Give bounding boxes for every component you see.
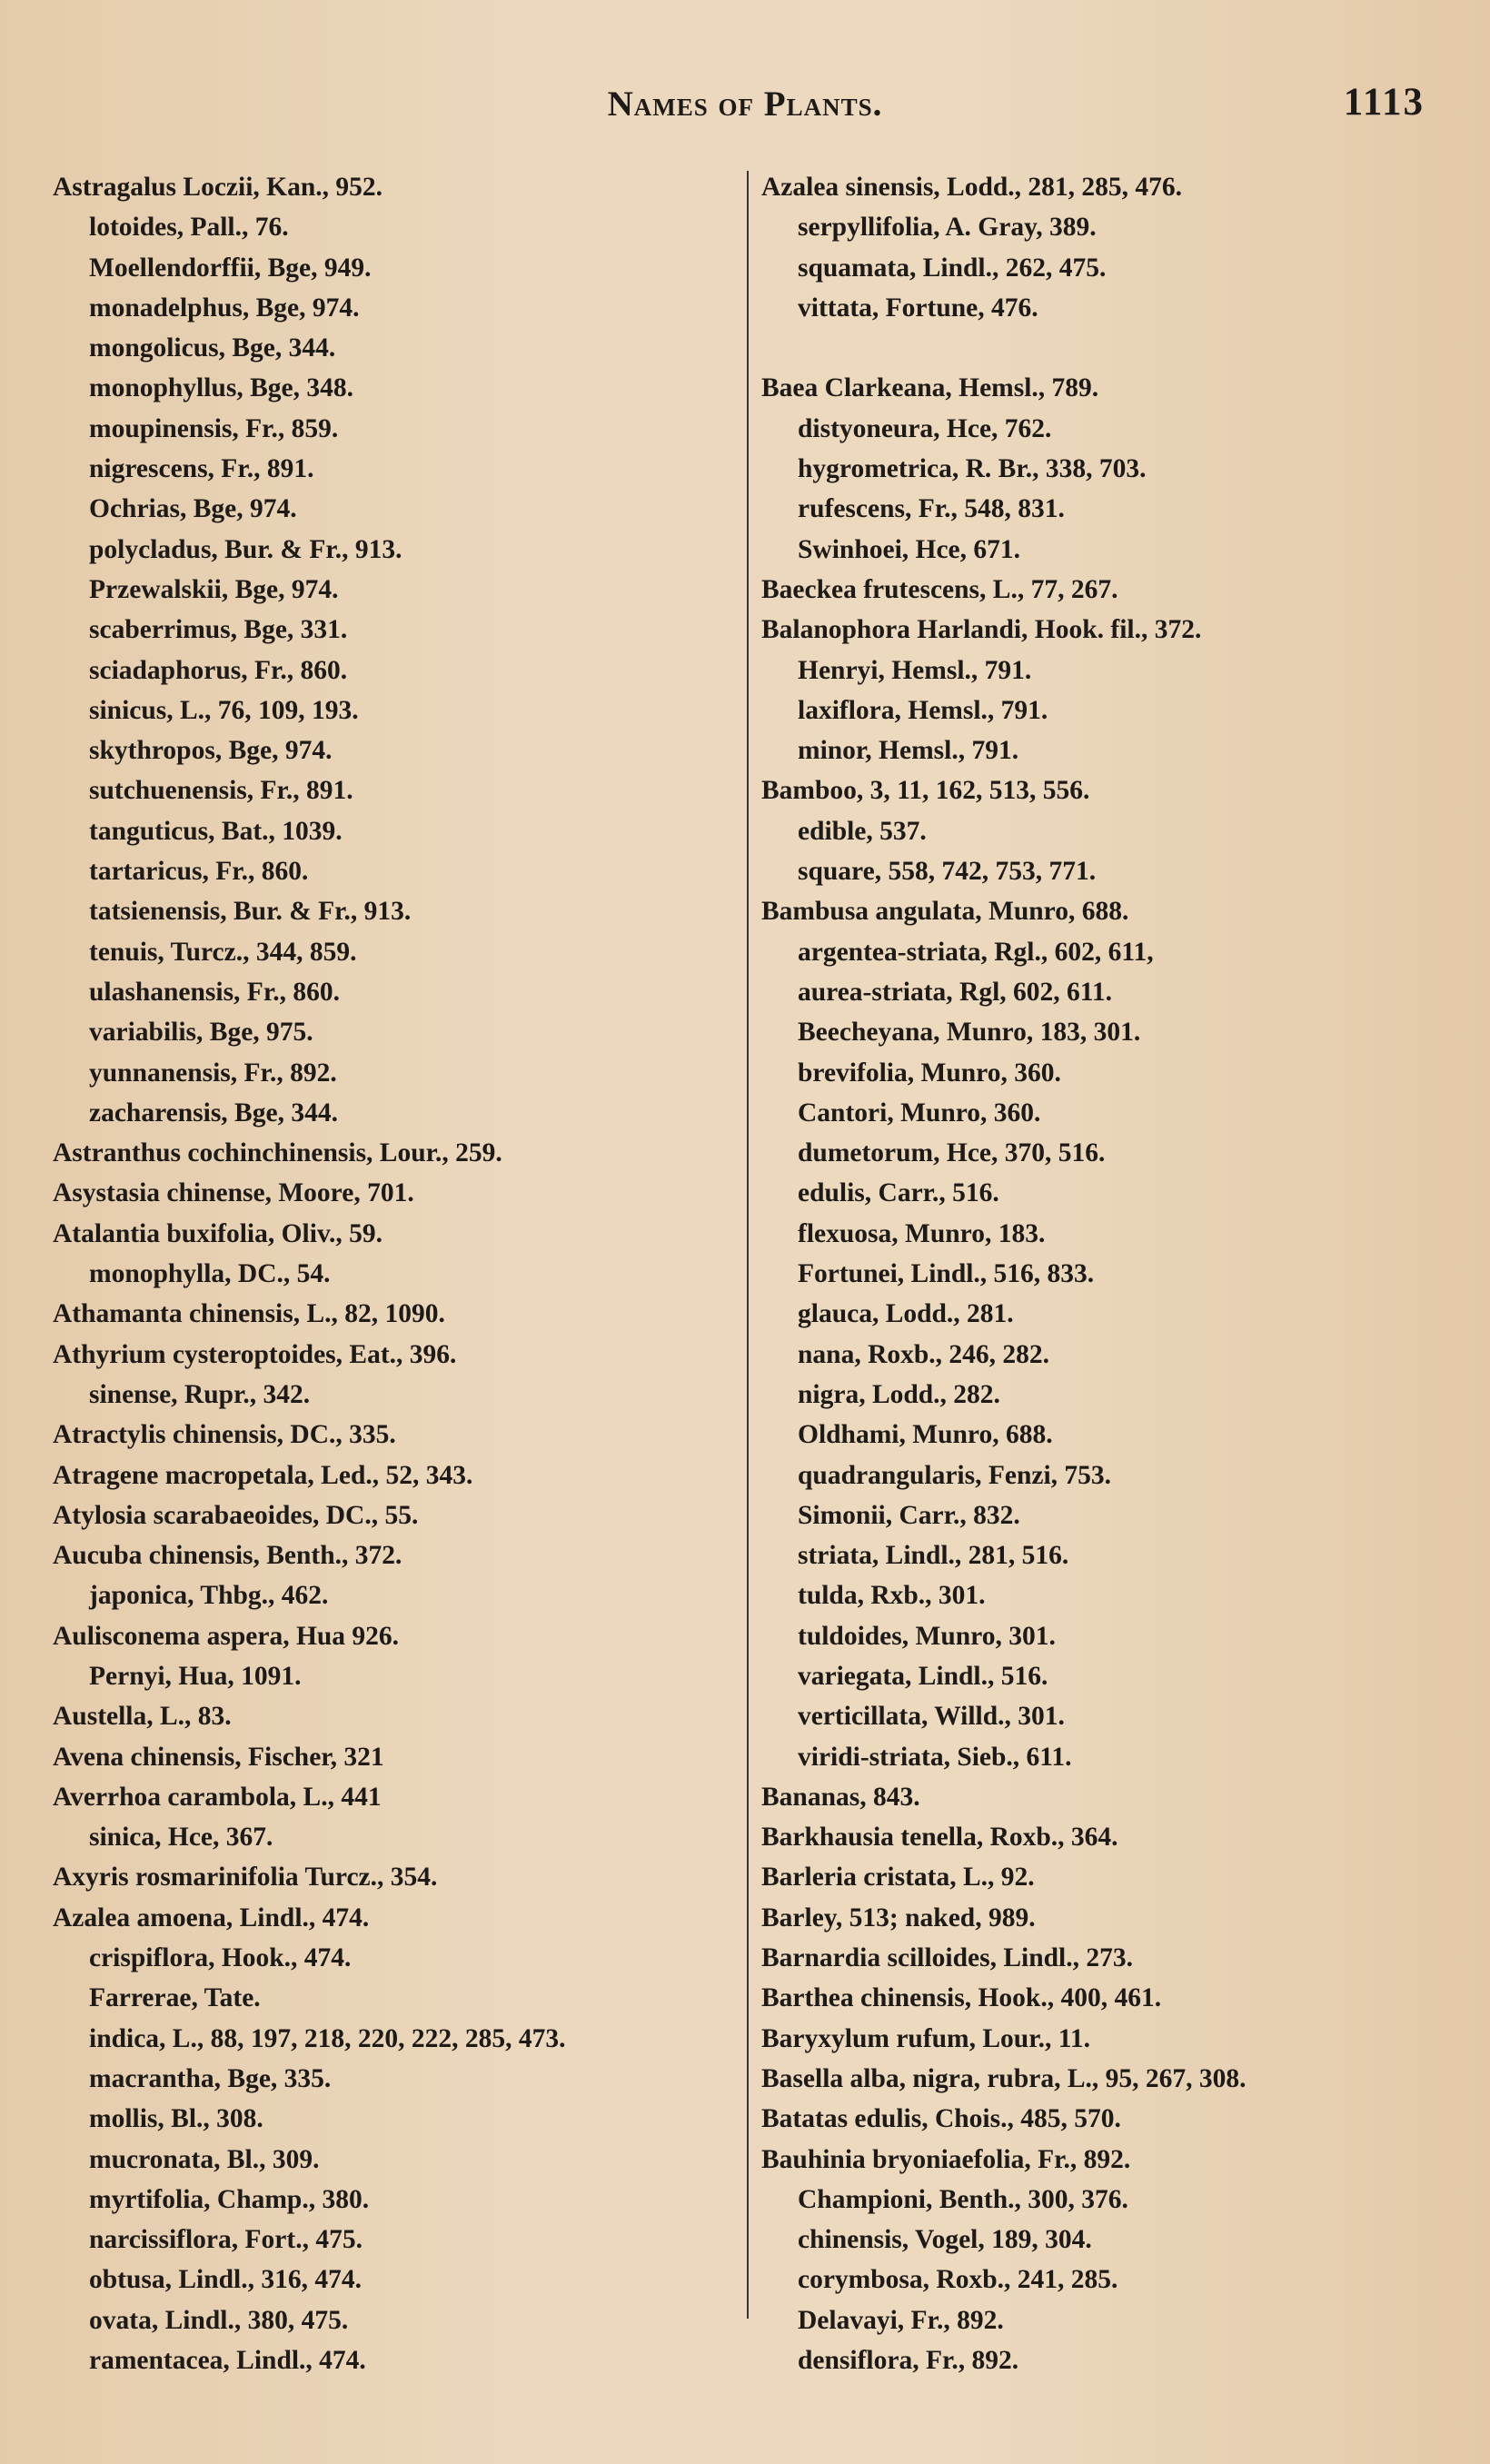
index-subentry: serpyllifolia, A. Gray, 389. [798,213,1097,243]
index-entry: Barley, 513; naked, 989. [761,1903,1036,1932]
index-subentry: monadelphus, Bge, 974. [89,293,360,323]
index-subentry: sinica, Hce, 367. [89,1823,273,1853]
index-subentry: Championi, Benth., 300, 376. [798,2184,1128,2214]
index-subentry: ulashanensis, Fr., 860. [89,977,340,1007]
index-subentry: squamata, Lindl., 262, 475. [798,253,1107,283]
index-entry: Avena chinensis, Fischer, 321 [53,1742,384,1772]
index-subentry: tulda, Rxb., 301. [798,1581,986,1611]
index-subentry: Henryi, Hemsl., 791. [798,655,1032,685]
index-entry: Barnardia scilloides, Lindl., 273. [761,1943,1133,1973]
index-subentry: monophylla, DC., 54. [89,1259,331,1289]
index-entry: Barleria cristata, L., 92. [761,1863,1035,1893]
index-entry: Baryxylum rufum, Lour., 11. [761,2023,1090,2053]
index-subentry: mucronata, Bl., 309. [89,2144,320,2174]
page-number: 1113 [1343,81,1425,124]
index-subentry: quadrangularis, Fenzi, 753. [798,1460,1112,1490]
index-subentry: square, 558, 742, 753, 771. [798,857,1097,887]
column-divider [747,171,749,2319]
index-entry: Astragalus Loczii, Kan., 952. [53,173,383,202]
index-entry: Atalantia buxifolia, Oliv., 59. [53,1218,383,1248]
index-entry: Atractylis chinensis, DC., 335. [53,1420,396,1450]
index-subentry: distyoneura, Hce, 762. [798,413,1052,443]
index-subentry: macrantha, Bge, 335. [89,2063,332,2093]
index-entry: Basella alba, nigra, rubra, L., 95, 267, 308. [761,2063,1247,2093]
index-subentry: tatsienensis, Bur. & Fr., 913. [89,897,412,927]
index-subentry: Ochrias, Bge, 974. [89,494,297,524]
index-subentry: dumetorum, Hce, 370, 516. [798,1138,1106,1168]
index-subentry: sciadaphorus, Fr., 860. [89,655,348,685]
index-subentry: tanguticus, Bat., 1039. [89,816,343,846]
index-subentry: nana, Roxb., 246, 282. [798,1339,1050,1369]
index-column-right [761,167,1452,2380]
index-subentry: Przewalskii, Bge, 974. [89,574,339,604]
index-entry: Bauhinia bryoniaefolia, Fr., 892. [761,2144,1131,2174]
index-subentry: viridi-striata, Sieb., 611. [798,1742,1072,1772]
index-subentry: edulis, Carr., 516. [798,1178,999,1208]
index-subentry: skythropos, Bge, 974. [89,736,333,766]
index-entry: Axyris rosmarinifolia Turcz., 354. [53,1863,438,1893]
index-subentry: nigra, Lodd., 282. [798,1379,1000,1409]
index-subentry: Pernyi, Hua, 1091. [89,1661,302,1691]
index-subentry: Cantori, Munro, 360. [798,1098,1041,1128]
index-subentry: argentea-striata, Rgl., 602, 611, [798,937,1154,967]
page-title: Names of Plants. [607,84,883,124]
index-entry: Astranthus cochinchinensis, Lour., 259. [53,1138,502,1168]
index-entry: Aulisconema aspera, Hua 926. [53,1621,400,1651]
index-entry: Averrhoa carambola, L., 441 [53,1782,382,1812]
index-subentry: Delavayi, Fr., 892. [798,2305,1004,2335]
index-subentry: hygrometrica, R. Br., 338, 703. [798,454,1147,484]
index-subentry: brevifolia, Munro, 360. [798,1058,1061,1088]
index-column-left [53,167,743,2380]
index-subentry: edible, 537. [798,816,927,846]
index-entry: Balanophora Harlandi, Hook. fil., 372. [761,615,1202,645]
index-entry: Austella, L., 83. [53,1702,232,1732]
index-subentry: sutchuenensis, Fr., 891. [89,776,353,806]
index-subentry: laxiflora, Hemsl., 791. [798,695,1048,725]
index-entry: Atylosia scarabaeoides, DC., 55. [53,1500,419,1530]
index-subentry: tartaricus, Fr., 860. [89,857,309,887]
index-subentry: sinicus, L., 76, 109, 193. [89,695,359,725]
index-subentry: moupinensis, Fr., 859. [89,413,339,443]
index-subentry: aurea-striata, Rgl, 602, 611. [798,977,1113,1007]
index-subentry: Simonii, Carr., 832. [798,1500,1020,1530]
index-subentry: narcissiflora, Fort., 475. [89,2225,363,2255]
index-entry: Bananas, 843. [761,1782,920,1812]
index-subentry: corymbosa, Roxb., 241, 285. [798,2265,1118,2295]
index-subentry: glauca, Lodd., 281. [798,1299,1014,1329]
index-subentry: verticillata, Willd., 301. [798,1702,1065,1732]
index-subentry: Fortunei, Lindl., 516, 833. [798,1259,1095,1289]
index-subentry: sinense, Rupr., 342. [89,1379,311,1409]
index-subentry: Oldhami, Munro, 688. [798,1420,1053,1450]
index-entry: Azalea sinensis, Lodd., 281, 285, 476. [761,173,1183,202]
index-entry: Bambusa angulata, Munro, 688. [761,897,1129,927]
index-entry: Azalea amoena, Lindl., 474. [53,1903,370,1932]
index-subentry: obtusa, Lindl., 316, 474. [89,2265,362,2295]
index-subentry: ovata, Lindl., 380, 475. [89,2305,349,2335]
index-subentry: japonica, Thbg., 462. [89,1581,329,1611]
index-entry: Asystasia chinense, Moore, 701. [53,1178,414,1208]
index-subentry: Beecheyana, Munro, 183, 301. [798,1018,1141,1048]
index-subentry: crispiflora, Hook., 474. [89,1943,352,1973]
index-subentry: Moellendorffii, Bge, 949. [89,253,372,283]
index-subentry: tenuis, Turcz., 344, 859. [89,937,357,967]
entry-spacer [761,328,1452,368]
index-subentry: tuldoides, Munro, 301. [798,1621,1056,1651]
index-entry: Bamboo, 3, 11, 162, 513, 556. [761,776,1090,806]
index-subentry: variabilis, Bge, 975. [89,1018,313,1048]
index-subentry: yunnanensis, Fr., 892. [89,1058,337,1088]
index-subentry: ramentacea, Lindl., 474. [89,2346,366,2376]
index-subentry: variegata, Lindl., 516. [798,1661,1048,1691]
index-entry: Batatas edulis, Chois., 485, 570. [761,2104,1121,2134]
index-subentry: mollis, Bl., 308. [89,2104,263,2134]
index-subentry: vittata, Fortune, 476. [798,293,1038,323]
index-subentry: striata, Lindl., 281, 516. [798,1541,1069,1571]
index-entry: Atragene macropetala, Led., 52, 343. [53,1460,473,1490]
index-subentry: lotoides, Pall., 76. [89,213,289,243]
index-subentry: Swinhoei, Hce, 671. [798,534,1021,564]
index-subentry: Farrerae, Tate. [89,1983,261,2013]
index-subentry: chinensis, Vogel, 189, 304. [798,2225,1092,2255]
index-subentry: zacharensis, Bge, 344. [89,1098,338,1128]
index-entry: Baea Clarkeana, Hemsl., 789. [761,373,1099,403]
index-subentry: flexuosa, Munro, 183. [798,1218,1046,1248]
index-entry: Baeckea frutescens, L., 77, 267. [761,574,1118,604]
index-subentry: polycladus, Bur. & Fr., 913. [89,534,402,564]
index-entry: Barkhausia tenella, Roxb., 364. [761,1823,1118,1853]
index-subentry: myrtifolia, Champ., 380. [89,2184,370,2214]
index-subentry: rufescens, Fr., 548, 831. [798,494,1065,524]
index-entry: Aucuba chinensis, Benth., 372. [53,1541,402,1571]
index-subentry: minor, Hemsl., 791. [798,736,1019,766]
index-subentry: indica, L., 88, 197, 218, 220, 222, 285, 473. [89,2023,566,2053]
index-subentry: monophyllus, Bge, 348. [89,373,353,403]
index-subentry: scaberrimus, Bge, 331. [89,615,348,645]
index-subentry: densiflora, Fr., 892. [798,2346,1019,2376]
index-entry: Athyrium cysteroptoides, Eat., 396. [53,1339,457,1369]
index-subentry: mongolicus, Bge, 344. [89,333,336,363]
index-entry: Barthea chinensis, Hook., 400, 461. [761,1983,1162,2013]
index-entry: Athamanta chinensis, L., 82, 1090. [53,1299,445,1329]
index-subentry: nigrescens, Fr., 891. [89,454,314,484]
